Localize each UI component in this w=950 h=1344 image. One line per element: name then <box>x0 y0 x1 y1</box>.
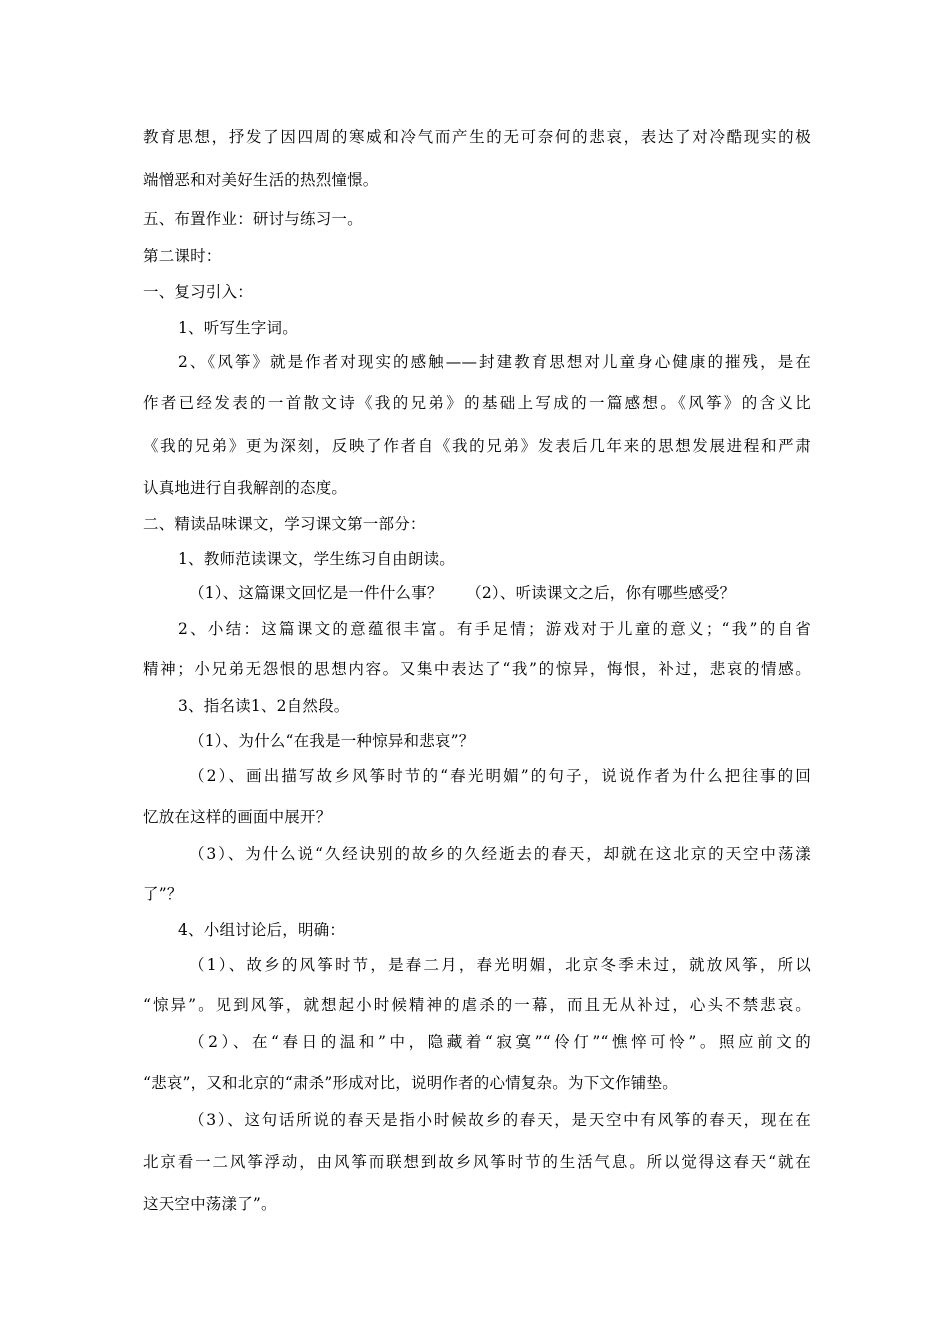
text-line: （2）、在“春日的温和”中，隐藏着“寂寞”“伶仃”“憔悴可怜”。照应前文的 <box>189 1033 811 1051</box>
section-heading: 第二课时： <box>143 247 222 265</box>
text-line: （1）、这篇课文回忆是一件什么事？ （2）、听读课文之后，你有哪些感受？ <box>189 584 736 602</box>
section-heading: 二、精读品味课文，学习课文第一部分： <box>143 515 426 533</box>
section-heading: 五、布置作业：研讨与练习一。 <box>143 210 363 228</box>
text-line: （1）、为什么“在我是一种惊异和悲哀”？ <box>189 732 475 750</box>
text-line: （1）、故乡的风筝时节，是春二月，春光明媚，北京冬季未过，就放风筝，所以 <box>189 956 811 974</box>
text-line: 3、指名读1、2自然段。 <box>178 697 350 715</box>
text-line: 作者已经发表的一首散文诗《我的兄弟》的基础上写成的一篇感想。《风筝》的含义比 <box>143 394 811 412</box>
text-line: “悲哀”，又和北京的“肃杀”形成对比，说明作者的心情复杂。为下文作铺垫。 <box>143 1074 678 1092</box>
text-line: 教育思想，抒发了因四周的寒威和冷气而产生的无可奈何的悲哀，表达了对冷酷现实的极 <box>143 128 811 146</box>
text-line: 精神；小兄弟无怨恨的思想内容。又集中表达了“我”的惊异，悔恨，补过，悲哀的情感。 <box>143 660 811 678</box>
text-line: 1、教师范读课文，学生练习自由朗读。 <box>178 550 455 568</box>
text-line: 4、小组讨论后，明确： <box>178 921 346 939</box>
text-line: 认真地进行自我解剖的态度。 <box>143 479 348 497</box>
text-line: （3）、为什么说“久经诀别的故乡的久经逝去的春天，却就在这北京的天空中荡漾 <box>189 845 811 863</box>
text-line: 2、《风筝》就是作者对现实的感触——封建教育思想对儿童身心健康的摧残，是在 <box>178 353 811 371</box>
text-line: 2、小结：这篇课文的意蕴很丰富。有手足情；游戏对于儿童的意义；“我”的自省 <box>178 620 811 638</box>
section-heading: 一、复习引入： <box>143 283 253 301</box>
text-line: 这天空中荡漾了”。 <box>143 1195 277 1213</box>
text-line: （3）、这句话所说的春天是指小时候故乡的春天，是天空中有风筝的春天，现在在 <box>189 1111 811 1129</box>
text-line: 端憎恶和对美好生活的热烈憧憬。 <box>143 171 379 189</box>
text-line: 1、听写生字词。 <box>178 319 298 337</box>
text-line: “惊异”。见到风筝，就想起小时候精神的虐杀的一幕，而且无从补过，心头不禁悲哀。 <box>143 996 811 1014</box>
text-line: （2）、画出描写故乡风筝时节的“春光明媚”的句子，说说作者为什么把往事的回 <box>189 767 811 785</box>
text-line: 忆放在这样的画面中展开？ <box>143 808 332 826</box>
text-line: 了”？ <box>143 885 183 903</box>
text-line: 北京看一二风筝浮动，由风筝而联想到故乡风筝时节的生活气息。所以觉得这春天“就在 <box>143 1153 811 1171</box>
text-line: 《我的兄弟》更为深刻，反映了作者自《我的兄弟》发表后几年来的思想发展进程和严肃 <box>143 437 811 455</box>
